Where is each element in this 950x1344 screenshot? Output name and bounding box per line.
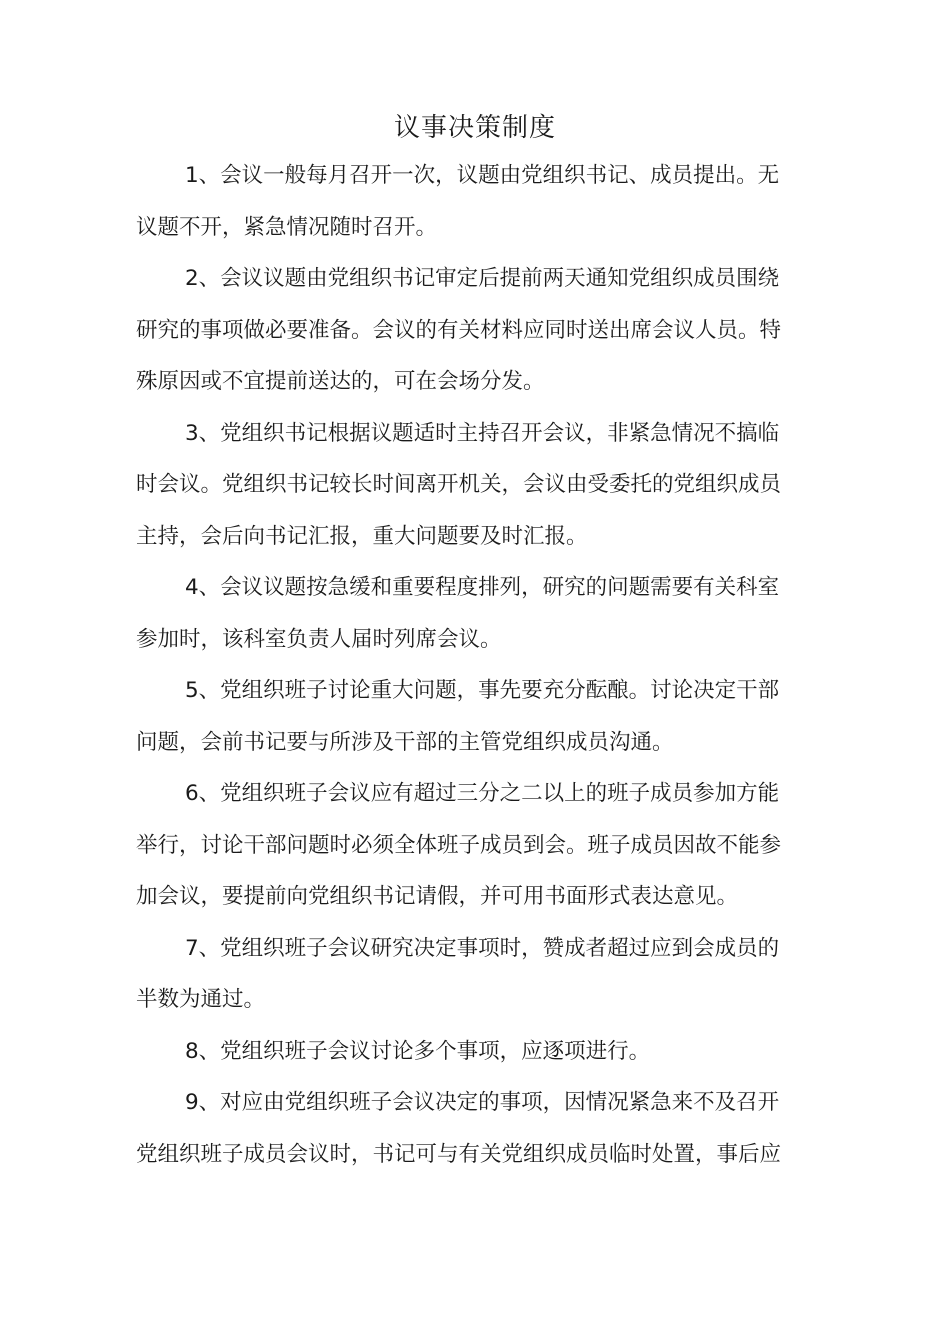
paragraph-line: 参加时，该科室负责人届时列席会议。 xyxy=(136,626,502,652)
paragraph-line: 加会议，要提前向党组织书记请假，并可用书面形式表达意见。 xyxy=(136,884,739,909)
paragraph-4 xyxy=(136,570,816,673)
paragraph-line: 主持，会后向书记汇报，重大问题要及时汇报。 xyxy=(136,523,588,549)
paragraph-line: 研究的事项做必要准备。会议的有关材料应同时送出席会议人员。特 xyxy=(136,317,782,343)
paragraph-2 xyxy=(136,261,816,416)
document-body xyxy=(136,158,816,1188)
paragraph-5 xyxy=(136,673,816,776)
paragraph-9 xyxy=(136,1085,816,1188)
paragraph-line: 5、党组织班子讨论重大问题，事先要充分酝酿。讨论决定干部 xyxy=(185,678,780,703)
paragraph-line: 1、会议一般每月召开一次，议题由党组织书记、成员提出。无 xyxy=(185,163,780,188)
paragraph-line: 党组织班子成员会议时，书记可与有关党组织成员临时处置，事后应 xyxy=(136,1141,782,1167)
paragraph-line: 8、党组织班子会议讨论多个事项，应逐项进行。 xyxy=(185,1038,651,1064)
paragraph-8 xyxy=(136,1034,816,1086)
document-title: 议事决策制度 xyxy=(393,113,556,143)
paragraph-line: 7、党组织班子会议研究决定事项时，赞成者超过应到会成员的 xyxy=(185,935,780,961)
paragraph-3 xyxy=(136,416,816,571)
paragraph-7 xyxy=(136,931,816,1034)
paragraph-line: 举行，讨论干部问题时必须全体班子成员到会。班子成员因故不能参 xyxy=(136,832,782,858)
paragraph-line: 3、党组织书记根据议题适时主持召开会议，非紧急情况不搞临 xyxy=(185,420,780,446)
paragraph-line: 问题，会前书记要与所涉及干部的主管党组织成员沟通。 xyxy=(136,729,674,755)
paragraph-1 xyxy=(136,158,816,261)
paragraph-line: 时会议。党组织书记较长时间离开机关，会议由受委托的党组织成员 xyxy=(136,472,782,497)
paragraph-line: 殊原因或不宜提前送达的，可在会场分发。 xyxy=(136,369,545,394)
paragraph-line: 9、对应由党组织班子会议决定的事项，因情况紧急来不及召开 xyxy=(185,1090,780,1115)
paragraph-line: 4、会议议题按急缓和重要程度排列，研究的问题需要有关科室 xyxy=(185,575,780,600)
paragraph-line: 2、会议议题由党组织书记审定后提前两天通知党组织成员围绕 xyxy=(185,266,780,291)
paragraph-line: 6、党组织班子会议应有超过三分之二以上的班子成员参加方能 xyxy=(185,781,780,806)
paragraph-line: 半数为通过。 xyxy=(136,987,266,1012)
paragraph-line: 议题不开，紧急情况随时召开。 xyxy=(136,214,438,240)
paragraph-6 xyxy=(136,776,816,931)
